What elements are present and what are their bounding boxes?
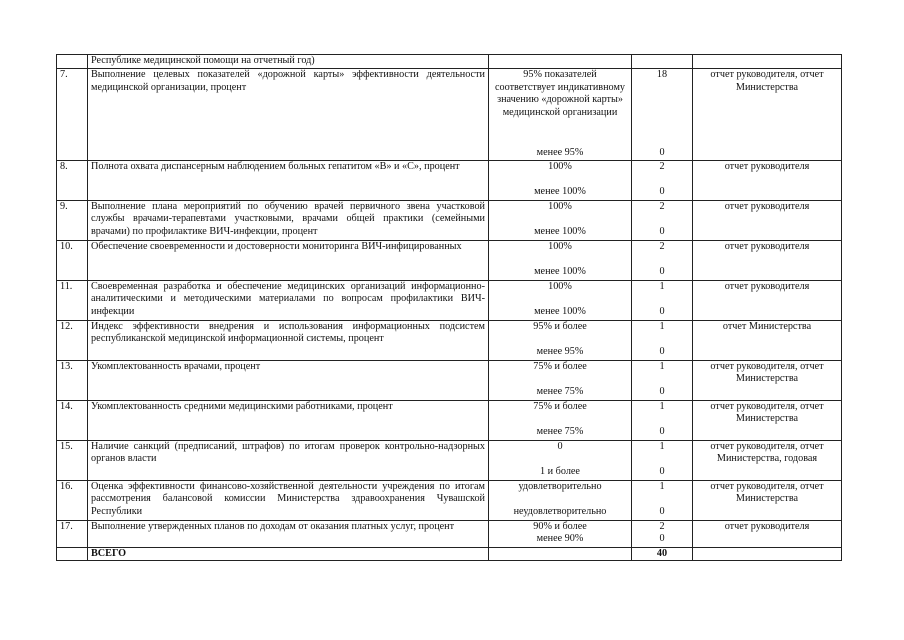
criterion-top: 75% и более: [533, 360, 587, 372]
row-criterion: [489, 320, 632, 360]
row-criterion: [489, 160, 632, 200]
criterion-top: 100%: [548, 280, 572, 292]
table-row: [57, 360, 842, 400]
row-number: 8.: [57, 160, 88, 200]
row-source: отчет Министерства: [693, 320, 842, 360]
score-bottom: 0: [659, 466, 665, 478]
score-top: 2: [659, 520, 665, 532]
row-number: 15.: [57, 440, 88, 480]
row-criterion: [489, 200, 632, 240]
row-description: Выполнение плана мероприятий по обучению врачей первичного звена участковой службы врачами-терапевтами участковыми, врачами общей практики (семейными врачами) по профилактике ВИЧ-инфекции, процент: [88, 200, 489, 240]
criterion-top: 100%: [548, 240, 572, 252]
table-row: [57, 520, 842, 547]
criterion-bottom: менее 100%: [534, 186, 586, 198]
row-criterion: [489, 440, 632, 480]
score-top: 1: [659, 320, 665, 332]
table-row: [57, 320, 842, 360]
row-description: Оценка эффективности финансово-хозяйственной деятельности учреждения по итогам рассмотрения балансовой комиссии Министерства здравоохранения Чувашской Республики: [88, 480, 489, 520]
row-score: [632, 440, 693, 480]
row-number: [57, 55, 88, 69]
table-row: [57, 440, 842, 480]
criterion-bottom: менее 95%: [536, 147, 584, 158]
row-source: отчет руководителя, отчет Министерства, годовая: [693, 440, 842, 480]
criterion-bottom: неудовлетворительно: [513, 506, 607, 518]
row-description: Укомплектованность средними медицинскими работниками, процент: [88, 400, 489, 440]
criterion-top: 95% показателей соответствует индикативному значению «дорожной карты» медицинской организации: [495, 69, 625, 118]
total-label: ВСЕГО: [88, 547, 489, 561]
row-score: [632, 280, 693, 320]
score-top: 1: [659, 360, 665, 372]
row-score: [632, 360, 693, 400]
score-top: 2: [659, 200, 665, 212]
row-number: 16.: [57, 480, 88, 520]
criterion-bottom: менее 100%: [534, 266, 586, 278]
criterion-bottom: менее 95%: [536, 346, 584, 358]
row-source: отчет руководителя: [693, 160, 842, 200]
score-bottom: 0: [659, 226, 665, 238]
row-number: 11.: [57, 280, 88, 320]
score-top: 1: [659, 280, 665, 292]
row-score: [632, 320, 693, 360]
row-description: Республике медицинской помощи на отчетный год): [88, 55, 489, 69]
table-row: [57, 200, 842, 240]
total-score: 40: [632, 547, 693, 561]
row-number: 17.: [57, 520, 88, 547]
row-criterion: [489, 280, 632, 320]
table-row: [57, 69, 842, 161]
row-criterion: [489, 400, 632, 440]
table-row: [57, 480, 842, 520]
row-criterion: [489, 360, 632, 400]
row-source: отчет руководителя, отчет Министерства: [693, 360, 842, 400]
criterion-bottom: менее 100%: [534, 226, 586, 238]
score-bottom: 0: [659, 426, 665, 438]
score-bottom: 0: [659, 533, 665, 545]
criterion-top: 90% и более: [533, 520, 587, 532]
score-bottom: 0: [659, 266, 665, 278]
row-description: Наличие санкций (предписаний, штрафов) по итогам проверок контрольно-надзорных органов власти: [88, 440, 489, 480]
row-score: [632, 240, 693, 280]
row-criterion: [489, 480, 632, 520]
row-description: Обеспечение своевременности и достоверности мониторинга ВИЧ-инфицированных: [88, 240, 489, 280]
criterion-top: удовлетворительно: [518, 480, 602, 492]
criteria-table: [56, 54, 842, 561]
row-description: Полнота охвата диспансерным наблюдением больных гепатитом «В» и «С», процент: [88, 160, 489, 200]
row-source: отчет руководителя: [693, 240, 842, 280]
score-top: 2: [659, 160, 665, 172]
row-number: 12.: [57, 320, 88, 360]
row-score: [632, 160, 693, 200]
row-number: 9.: [57, 200, 88, 240]
row-score: [632, 200, 693, 240]
criterion-top: 0: [557, 440, 563, 452]
score-bottom: 0: [659, 506, 665, 518]
score-bottom: 0: [659, 146, 665, 158]
criterion-bottom: менее 75%: [536, 426, 584, 438]
criterion-bottom: менее 100%: [534, 306, 586, 318]
row-description: Укомплектованность врачами, процент: [88, 360, 489, 400]
score-top: 1: [659, 400, 665, 412]
table-row: [57, 55, 842, 69]
criterion-top: 100%: [548, 200, 572, 212]
score-bottom: 0: [659, 386, 665, 398]
row-number: 14.: [57, 400, 88, 440]
row-score: [632, 69, 693, 161]
criterion-top: 95% и более: [533, 320, 587, 332]
row-source: отчет руководителя: [693, 520, 842, 547]
row-score: [632, 400, 693, 440]
row-description: Выполнение целевых показателей «дорожной карты» эффективности деятельности медицинской организации, процент: [88, 69, 489, 161]
row-description: Своевременная разработка и обеспечение медицинских организаций информационно-аналитическими и методическими материалами по вопросам профилактики ВИЧ-инфекции: [88, 280, 489, 320]
row-source: отчет руководителя: [693, 280, 842, 320]
row-score: [632, 520, 693, 547]
table-row: [57, 400, 842, 440]
row-source: отчет руководителя, отчет Министерства: [693, 400, 842, 440]
criterion-bottom: менее 90%: [536, 533, 584, 545]
row-score: [632, 480, 693, 520]
row-criterion: [489, 69, 632, 161]
score-top: 2: [659, 240, 665, 252]
criterion-top: 75% и более: [533, 400, 587, 412]
row-source: отчет руководителя, отчет Министерства: [693, 69, 842, 161]
score-top: 1: [659, 440, 665, 452]
row-criterion: [489, 240, 632, 280]
score-top: 18: [656, 69, 668, 80]
row-number: 10.: [57, 240, 88, 280]
score-bottom: 0: [659, 186, 665, 198]
criterion-bottom: менее 75%: [536, 386, 584, 398]
table-row: [57, 280, 842, 320]
row-source: отчет руководителя, отчет Министерства: [693, 480, 842, 520]
criterion-bottom: 1 и более: [540, 466, 580, 478]
score-bottom: 0: [659, 346, 665, 358]
row-number: 13.: [57, 360, 88, 400]
row-criterion: [489, 520, 632, 547]
criterion-top: 100%: [548, 160, 572, 172]
total-row: [57, 547, 842, 561]
table-row: [57, 160, 842, 200]
score-bottom: 0: [659, 306, 665, 318]
row-number: 7.: [57, 69, 88, 161]
row-description: Индекс эффективности внедрения и использования информационных подсистем республиканской медицинской информационной системы, процент: [88, 320, 489, 360]
score-top: 1: [659, 480, 665, 492]
table-row: [57, 240, 842, 280]
row-description: Выполнение утвержденных планов по доходам от оказания платных услуг, процент: [88, 520, 489, 547]
row-source: отчет руководителя: [693, 200, 842, 240]
